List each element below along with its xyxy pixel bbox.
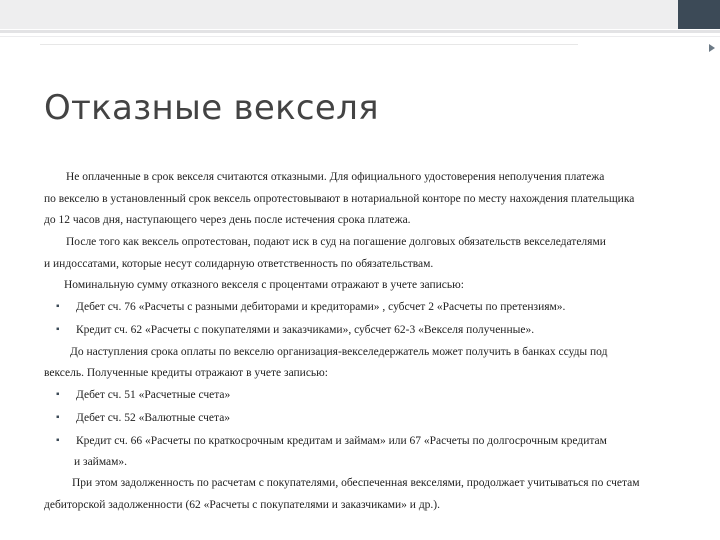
list-item: Дебет сч. 76 «Расчеты с разными дебиторами и кредиторами» , субсчет 2 «Расчеты по претензиям». xyxy=(76,301,566,313)
paragraph-line: Номинальную сумму отказного векселя с процентами отражают в учете записью: xyxy=(64,279,464,291)
paragraph-line: дебиторской задолженности (62 «Расчеты с покупателями и заказчиками» и др.). xyxy=(44,499,441,511)
header-bar xyxy=(0,0,720,29)
bullet-icon: ▪ xyxy=(56,324,60,335)
header-divider-thin xyxy=(0,36,720,37)
list-item: Кредит сч. 66 «Расчеты по краткосрочным кредитам и займам» или 67 «Расчеты по долгосрочным кредитам xyxy=(76,435,607,447)
paragraph-line: До наступления срока оплаты по векселю организация-векселедержатель может получить в банках ссуды под xyxy=(70,346,608,358)
list-item: Кредит сч. 62 «Расчеты с покупателями и заказчиками», субсчет 62-3 «Векселя полученные». xyxy=(76,324,535,336)
corner-marker-icon xyxy=(709,44,715,52)
bullet-icon: ▪ xyxy=(56,412,60,423)
header-bar-light xyxy=(0,0,678,29)
list-item: Дебет сч. 52 «Валютные счета» xyxy=(76,412,231,424)
slide-title: Отказные векселя xyxy=(44,88,379,128)
paragraph-line: При этом задолженность по расчетам с покупателями, обеспеченная векселями, продолжает учитываться по счетам xyxy=(72,477,640,489)
bullet-icon: ▪ xyxy=(56,389,60,400)
header-divider xyxy=(0,30,720,33)
paragraph-line: и индоссатами, которые несут солидарную ответственность по обязательствам. xyxy=(44,258,434,270)
title-rule xyxy=(40,44,578,45)
bullet-icon: ▪ xyxy=(56,435,60,446)
paragraph-line: Не оплаченные в срок векселя считаются отказными. Для официального удостоверения неполучения платежа xyxy=(66,171,605,183)
paragraph-line: до 12 часов дня, наступающего через день после истечения срока платежа. xyxy=(44,214,411,226)
bullet-icon: ▪ xyxy=(56,301,60,312)
header-bar-accent xyxy=(678,0,720,29)
paragraph-line: После того как вексель опротестован, подают иск в суд на погашение долговых обязательств векселедателями xyxy=(66,236,606,248)
list-item: Дебет сч. 51 «Расчетные счета» xyxy=(76,389,231,401)
list-item-continuation: и займам». xyxy=(74,456,128,468)
paragraph-line: по векселю в установленный срок вексель опротестовывают в нотариальной конторе по месту нахождения плательщика xyxy=(44,193,635,205)
paragraph-line: вексель. Полученные кредиты отражают в учете записью: xyxy=(44,367,328,379)
